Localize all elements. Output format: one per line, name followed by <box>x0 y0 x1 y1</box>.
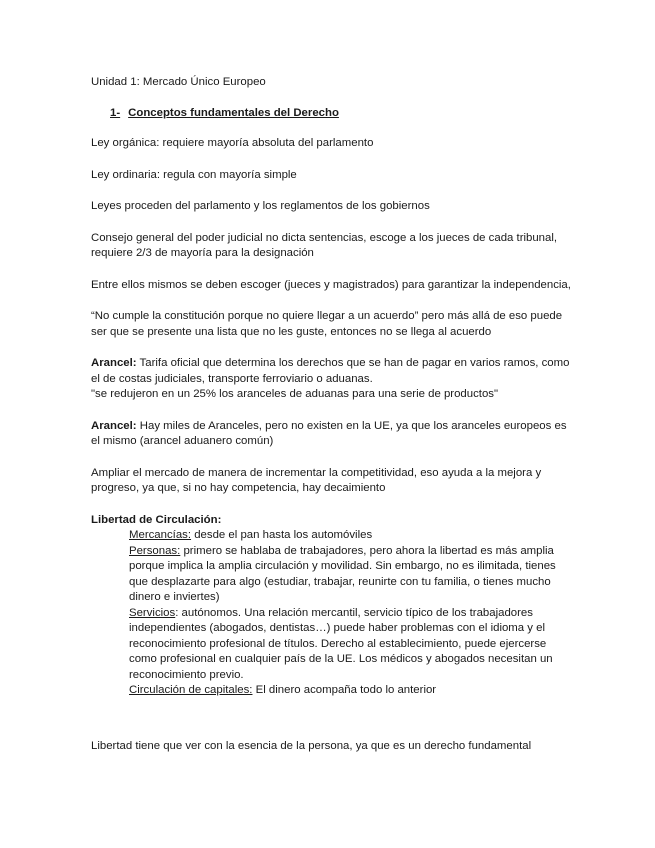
paragraph-leyes: Leyes proceden del parlamento y los reglamentos de los gobiernos <box>91 200 430 212</box>
item-mercancias <box>129 528 571 544</box>
arancel-quote: "se redujeron en un 25% los aranceles de aduanas para una serie de productos" <box>91 388 499 400</box>
paragraph-final: Libertad tiene que ver con la esencia de la persona, ya que es un derecho fundamental <box>91 739 532 752</box>
paragraph-ampliar: Ampliar el mercado de manera de incrementar la competitividad, eso ayuda a la mejora y progreso, ya que, si no hay competencia, hay decaimiento <box>91 466 542 494</box>
servicios-text: : autónomos. Una relación mercantil, servicio típico de los trabajadores independientes (abogados, dentistas…) puede haber problemas con el idioma y el reconocimiento profesional de títulos. Derecho al establecimiento, puede ejercerse como profesional en cualquier país de la UE. Los médicos y abogados necesitan un reconocimiento previo. <box>129 606 553 681</box>
document-page <box>91 75 571 754</box>
arancel-ue <box>91 419 571 450</box>
paragraph-consejo: Consejo general del poder judicial no dicta sentencias, escoge a los jueces de cada tribunal, requiere 2/3 de mayoría para la designación <box>91 231 558 259</box>
paragraph-cita: “No cumple la constitución porque no quiere llegar a un acuerdo” pero más allá de eso puede ser que se presente una lista que no les guste, entonces no se llega al acuerdo <box>91 310 563 338</box>
servicios-label: Servicios <box>129 606 176 619</box>
item-capitales <box>129 683 571 699</box>
mercancias-label: Mercancías: <box>129 529 192 541</box>
item-personas <box>129 544 571 606</box>
arancel-definition-block <box>91 356 571 403</box>
section-title: Conceptos fundamentales del Derecho <box>128 106 339 119</box>
unit-title: Unidad 1: Mercado Único Europeo <box>91 76 266 88</box>
libertad-list <box>91 528 571 699</box>
mercancias-text: desde el pan hasta los automóviles <box>191 529 373 541</box>
section-number: 1- <box>110 106 121 119</box>
arancel-label: Arancel: <box>91 357 137 369</box>
libertad-section <box>91 513 571 699</box>
arancel-ue-label: Arancel: <box>91 419 137 432</box>
item-servicios <box>129 606 571 684</box>
personas-text: primero se hablaba de trabajadores, pero ahora la libertad es más amplia porque implica la amplia circulación y movilidad. Sin embargo, no es ilimitada, tienes que desplazarte para algo (estudiar, trabajar, reunirte con tu familia, o tienes mucho dinero e inviertes) <box>129 544 556 603</box>
paragraph-entre: Entre ellos mismos se deben escoger (jueces y magistrados) para garantizar la independencia, <box>91 278 571 291</box>
libertad-heading: Libertad de Circulación: <box>91 513 222 526</box>
capitales-label: Circulación de capitales: <box>129 684 253 696</box>
personas-label: Personas: <box>129 544 181 557</box>
arancel-definition <box>91 356 571 387</box>
capitales-text: El dinero acompaña todo lo anterior <box>252 684 437 696</box>
paragraph-ley-ordinaria: Ley ordinaria: regula con mayoría simple <box>91 168 297 181</box>
arancel-definition-text: Tarifa oficial que determina los derechos que se han de pagar en varios ramos, como el de costas judiciales, transporte ferroviario o aduanas. <box>91 357 570 385</box>
paragraph-ley-organica: Ley orgánica: requiere mayoría absoluta del parlamento <box>91 137 374 149</box>
section-heading <box>91 106 571 122</box>
arancel-ue-text: Hay miles de Aranceles, pero no existen en la UE, ya que los aranceles europeos es el mismo (arancel aduanero común) <box>91 419 567 447</box>
